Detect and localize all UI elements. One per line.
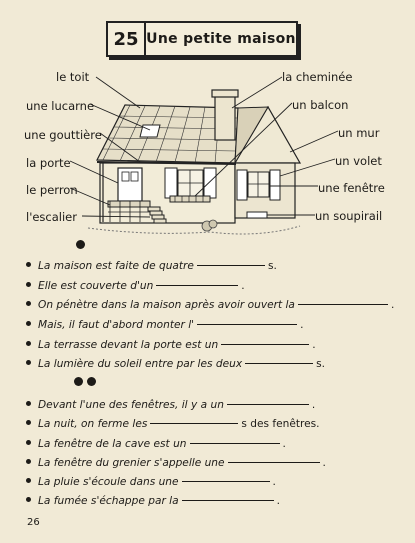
page-number: 26 [27, 517, 40, 528]
answer-blank[interactable] [156, 284, 238, 286]
answer-blank[interactable] [245, 362, 313, 364]
label-un-volet: un volet [335, 154, 382, 168]
bullet-icon [26, 459, 31, 464]
exercise-line: Elle est couverte d'un . [26, 280, 245, 292]
answer-blank[interactable] [197, 323, 297, 325]
exercise-line: On pénètre dans la maison après avoir ouvert la . [26, 299, 394, 311]
exercise-line: La maison est faite de quatre s. [26, 260, 277, 272]
exercise-line: La terrasse devant la porte est un . [26, 339, 316, 351]
exercise-line: La pluie s'écoule dans une . [26, 476, 276, 488]
label-une-lucarne: une lucarne [26, 99, 95, 113]
answer-blank[interactable] [190, 442, 280, 444]
label-une-fenetre: une fenêtre [318, 181, 385, 195]
bullet-icon [26, 401, 31, 406]
answer-blank[interactable] [182, 480, 270, 482]
label-la-porte: la porte [26, 156, 71, 170]
exercise-line: La nuit, on ferme les s des fenêtres. [26, 418, 320, 430]
bullet-icon [26, 301, 31, 306]
bullet-icon [26, 360, 31, 365]
bullet-icon [26, 478, 31, 483]
bullet-icon [26, 440, 31, 445]
bullet-icon [26, 282, 31, 287]
exercise-line: La fenêtre de la cave est un . [26, 438, 286, 450]
label-le-perron: le perron [26, 183, 78, 197]
exercise-line: La fumée s'échappe par la . [26, 495, 280, 507]
answer-blank[interactable] [150, 422, 238, 424]
section-two-marker-b [87, 377, 96, 386]
label-l-escalier: l'escalier [26, 210, 77, 224]
label-la-cheminee: la cheminée [282, 70, 353, 84]
answer-blank[interactable] [197, 264, 265, 266]
label-le-toit: le toit [56, 70, 90, 84]
exercise-line: La lumière du soleil entre par les deux s. [26, 358, 325, 370]
answer-blank[interactable] [228, 461, 320, 463]
bullet-icon [26, 497, 31, 502]
section-two-marker-a [74, 377, 83, 386]
label-un-balcon: un balcon [292, 98, 349, 112]
bullet-icon [26, 341, 31, 346]
chimney [215, 95, 235, 140]
section-one-marker [76, 240, 85, 249]
answer-blank[interactable] [182, 499, 274, 501]
exercise-line: La fenêtre du grenier s'appelle une . [26, 457, 326, 469]
answer-blank[interactable] [221, 343, 309, 345]
lesson-title-box [106, 21, 298, 57]
answer-blank[interactable] [227, 403, 309, 405]
answer-blank[interactable] [298, 303, 388, 305]
bullet-icon [26, 262, 31, 267]
label-un-mur: un mur [338, 126, 380, 140]
bullet-icon [26, 420, 31, 425]
label-une-gouttiere: une gouttière [24, 128, 102, 142]
bullet-icon [26, 321, 31, 326]
label-un-soupirail: un soupirail [315, 209, 383, 223]
exercise-line: Mais, il faut d'abord monter l' . [26, 319, 303, 331]
exercise-line: Devant l'une des fenêtres, il y a un . [26, 399, 315, 411]
lesson-number: 25 [108, 23, 146, 55]
lesson-title: Une petite maison [146, 31, 296, 47]
